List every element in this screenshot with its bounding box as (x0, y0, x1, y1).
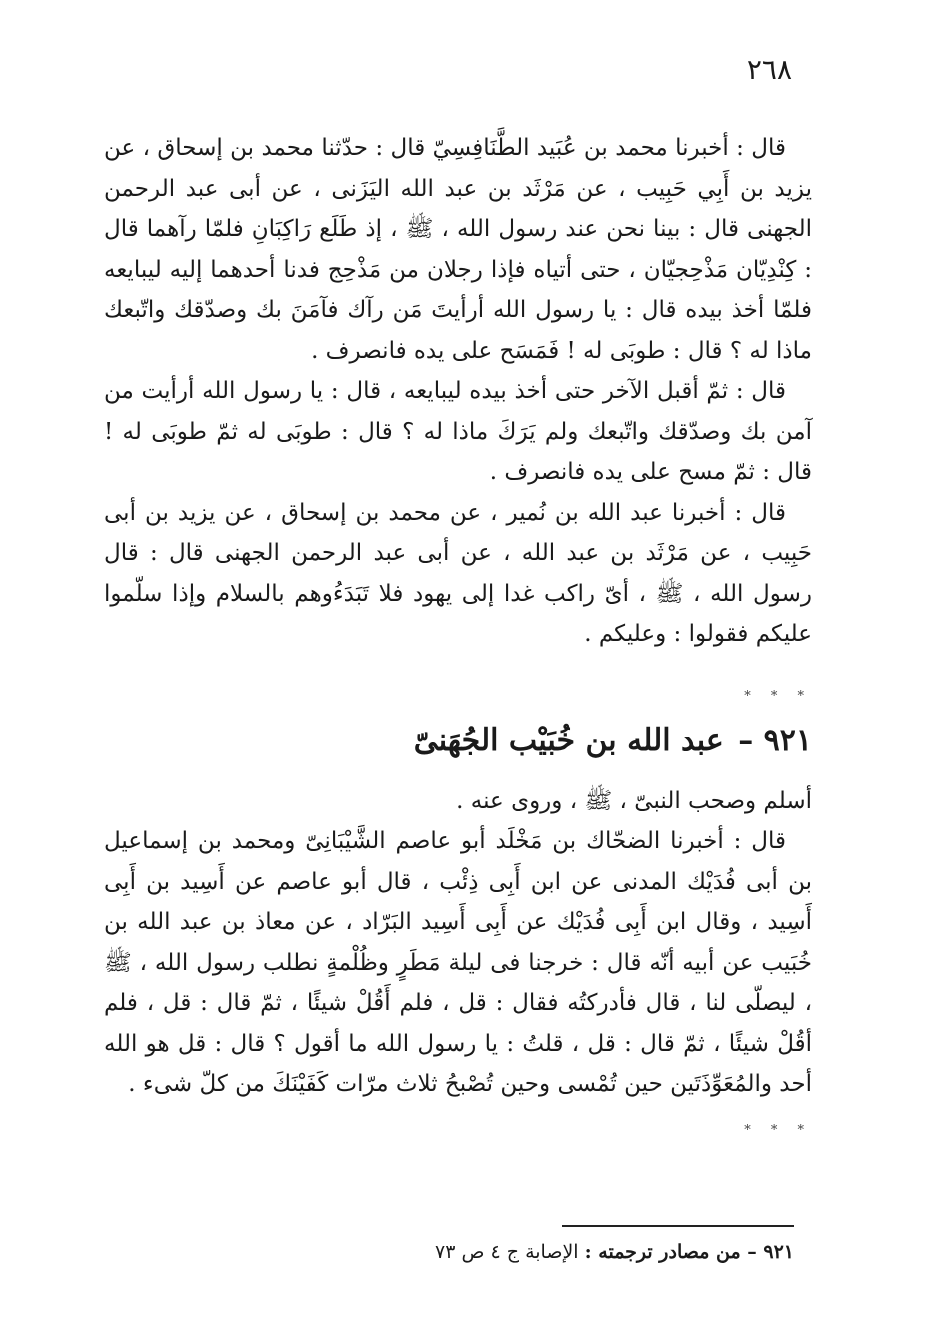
entry-title: عبد الله بن خُبَيْب الجُهَنىّ (413, 722, 724, 758)
paragraph-2: قال : ثمّ أقبل الآخر حتى أخذ بيده ليبايعه ، قال : يا رسول الله أرأيت من آمن بك وصدّقك واتّبعك ولم يَرَكَ ماذا له ؟ قال : طوبَى له ثمّ طوبَى له ! قال : ثمّ مسح على يده فانصرف . (104, 378, 812, 485)
entry-paragraph: قال : أخبرنا الضحّاك بن مَخْلَد أبو عاصم الشَّيْبَانِىّ ومحمد بن إسماعيل بن أبى فُدَيْك المدنى عن ابن أَبِى ذِئْب ، قال أبو عاصم عن أَسِيد بن أَبِى أَسِيد ، وقال ابن أَبِى فُدَيْك عن أَبِى أَسِيد البَرّاد ، عن معاذ بن عبد الله بن خُبَيب عن أبيه أنّه قال : خرجنا فى ليلة مَطَرٍ وظُلْمةٍ نطلب رسول الله ، ﷺ ، ليصلّى لنا ، قال فأدركتُه فقال : قل ، فلم أَقُلْ شيئًا ، ثمّ قال : قل ، فلم أقُلْ شيئًا ، ثمّ قال : قل ، قلتُ : يا رسول الله ما أقول ؟ قال : قل هو الله أحد والمُعَوِّذَتَين حين تُمْسى وحين تُصْبحُ ثلاث مرّات كَفَيْنَكَ من كلّ شىء . (104, 828, 812, 1097)
page-text (104, 128, 812, 1143)
footnote (435, 1238, 794, 1266)
entry-heading (104, 721, 812, 761)
section-separator-bottom: * * * (744, 1122, 812, 1138)
paragraph-3: قال : أخبرنا عبد الله بن نُمير ، عن محمد بن إسحاق ، عن يزيد بن أبى حَبِيب ، عن مَرْثَد بن عبد الله ، عن أبى عبد الرحمن الجهنى قال : قال رسول الله ، ﷺ ، أىّ راكب غدا إلى يهود فلا تَبَدَءُوهم بالسلام وإذا سلّموا عليكم فقولوا : وعليكم . (104, 499, 812, 647)
footnote-divider (562, 1225, 794, 1227)
footnote-text: الإصابة ج ٤ ص ٧٣ (435, 1241, 579, 1263)
footnote-label: ٩٢١ – من مصادر ترجمته : (584, 1241, 794, 1263)
entry-intro: أسلم وصحب النبىّ ، ﷺ ، وروى عنه . (456, 787, 812, 814)
paragraph-1: قال : أخبرنا محمد بن عُبَيد الطَّنَافِسِيّ قال : حدّثنا محمد بن إسحاق ، عن يزيد بن أَبِي حَبِيب ، عن مَرْثَد بن عبد الله اليَزَنى ، عن أبى عبد الرحمن الجهنى قال : بينا نحن عند رسول الله ، ﷺ ، إذ طَلَع رَاكِبَانِ فلمّا رآهما قال : كِنْدِيّان مَذْحِجيّان ، حتى أتياه فإذا رجلان من مَذْحِج فدنا أحدهما إليه ليبايعه فلمّا أخذ بيده قال : يا رسول الله أرأيتَ مَن رآك فآمَنَ بك وصدّقك واتّبعك ماذا له ؟ قال : طوبَى له ! فَمَسَح على يده فانصرف . (104, 135, 812, 364)
section-separator-top: * * * (744, 688, 812, 704)
entry-number: ٩٢١ – (738, 722, 812, 758)
page-number: ٢٦٨ (746, 53, 792, 86)
